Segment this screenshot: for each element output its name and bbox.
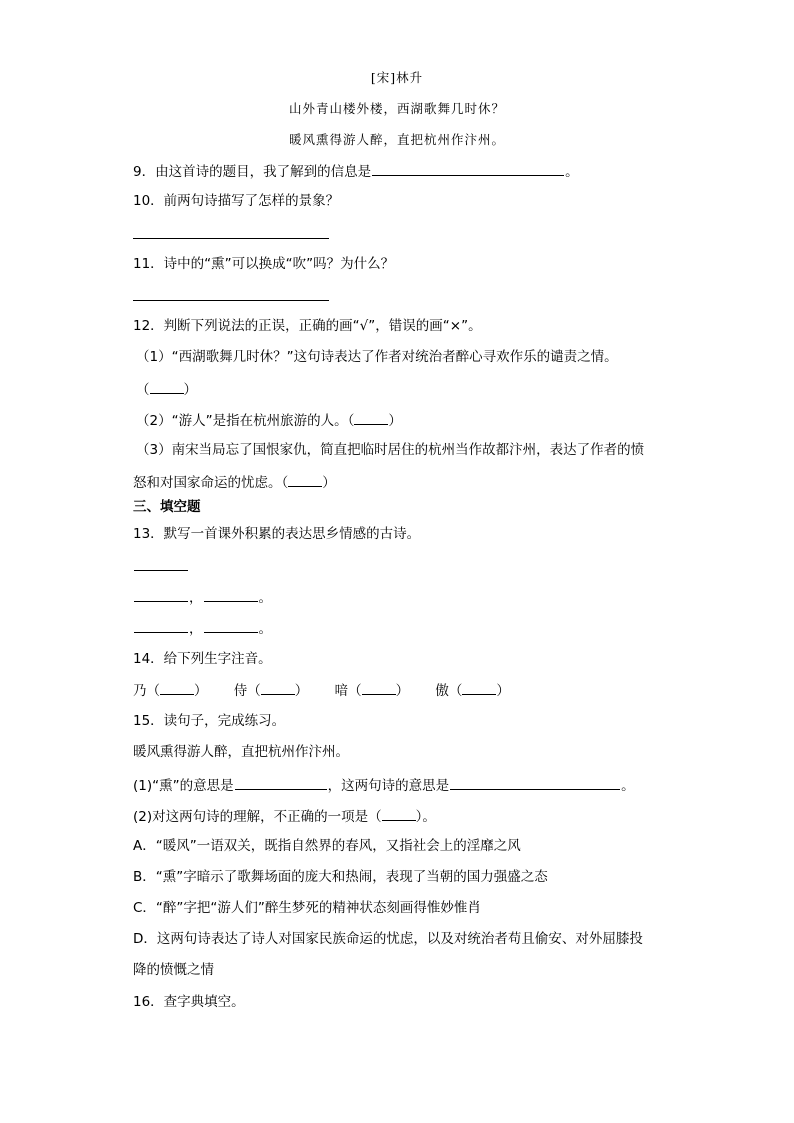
char-1-pinyin-blank[interactable]: [160, 680, 194, 695]
question-12-item-1-answer: [136, 379, 197, 399]
question-12-item-3-blank[interactable]: [288, 472, 322, 487]
question-15-text: 15．读句子，完成练习。: [133, 713, 286, 729]
question-13-verse-2a-blank[interactable]: [134, 618, 188, 633]
char-4: 傲: [435, 683, 449, 699]
question-15-sub-2-text-a: (2)对这两句诗的理解，不正确的一项是（: [133, 809, 382, 825]
question-16-text: 16．查字典填空。: [133, 994, 245, 1010]
paren-open: （: [146, 683, 160, 699]
question-12-item-2: [136, 410, 402, 430]
paren-open: （: [247, 683, 261, 699]
paren-close: ）: [496, 683, 510, 699]
paren-close: ）: [388, 413, 402, 429]
question-12-item-1: [136, 348, 618, 366]
question-10: [133, 192, 339, 210]
question-15-sub-1-text-b: ，这两句诗的意思是: [327, 778, 450, 794]
char-2-pinyin-blank[interactable]: [261, 680, 295, 695]
question-10-answer-line[interactable]: [133, 238, 329, 239]
char-3: 喑: [334, 683, 349, 699]
question-15-sub-2-text-b: ）。: [415, 809, 436, 825]
option-b-text: B．“熏”字暗示了歌舞场面的庞大和热闹，表现了当朝的国力强盛之态: [133, 869, 548, 885]
paren-close: ）: [194, 683, 208, 699]
section-3-title: 三、填空题: [133, 499, 201, 515]
question-13-verse-line-2: [133, 618, 272, 638]
question-13-verse-1b-blank[interactable]: [204, 587, 258, 602]
question-15-sub-2: [133, 806, 436, 826]
question-15: [133, 712, 285, 730]
question-15-sub-1: [133, 775, 635, 795]
question-9-period: 。: [565, 164, 579, 180]
question-15-sub-1-text-a: (1)“熏”的意思是: [133, 778, 234, 794]
option-c-text: C．“醉”字把“游人们”醉生梦死的精神状态刻画得惟妙惟肖: [133, 900, 481, 916]
option-a[interactable]: [133, 837, 521, 855]
paren-close: ）: [395, 683, 410, 699]
question-11: [133, 255, 394, 273]
option-d-text-2: 降的愤慨之情: [133, 962, 214, 978]
question-12-text: 12．判断下列说法的正误，正确的画“√”，错误的画“×”。: [133, 318, 482, 334]
period: 。: [258, 590, 272, 606]
question-12-item-2-text: （2）“游人”是指在杭州旅游的人。（: [136, 413, 355, 429]
option-a-text: A．“暖风”一语双关，既指自然界的春风，又指社会上的淫靡之风: [133, 838, 521, 854]
question-16: [133, 993, 245, 1011]
question-15-sentence: [133, 743, 349, 761]
question-15-choice-blank[interactable]: [382, 806, 416, 821]
char-1: 乃: [133, 683, 147, 699]
option-d-line-2[interactable]: [133, 961, 214, 979]
char-2: 侍: [233, 683, 248, 699]
section-3-heading: [133, 498, 201, 516]
question-12-item-2-blank[interactable]: [354, 410, 388, 425]
question-15-meaning-blank[interactable]: [235, 775, 327, 790]
question-12-item-3-text-2: 怒和对国家命运的忧虑。（: [133, 475, 289, 491]
char-4-pinyin-blank[interactable]: [462, 680, 496, 695]
question-9-text: 9．由这首诗的题目，我了解到的信息是: [133, 164, 372, 180]
poem-author: [宋]林升: [370, 70, 424, 85]
question-13-title-line: [133, 556, 189, 576]
comma: ，: [189, 590, 203, 606]
question-10-text: 10．前两句诗描写了怎样的景象？: [133, 193, 340, 209]
paren-close: ）: [183, 382, 197, 398]
poem-line-1: 山外青山楼外楼，西湖歌舞几时休？: [288, 101, 505, 116]
paren-open: （: [448, 683, 463, 699]
question-12-item-3-text-1: （3）南宋当局忘了国恨家仇，简直把临时居住的杭州当作故都汴州，表达了作者的愤: [136, 442, 645, 458]
question-13-title-blank[interactable]: [134, 556, 188, 571]
paren-close: ）: [294, 683, 309, 699]
option-d-line-1[interactable]: [133, 930, 643, 948]
question-13-verse-1a-blank[interactable]: [134, 587, 188, 602]
paren-open: （: [348, 683, 362, 699]
question-14: [133, 650, 272, 668]
question-14-text: 14．给下列生字注音。: [133, 651, 272, 667]
char-3-pinyin-blank[interactable]: [362, 680, 396, 695]
option-c[interactable]: [133, 899, 481, 917]
question-13-verse-line-1: [133, 587, 272, 607]
question-12-item-3-line-2: [133, 472, 336, 492]
question-13-verse-2b-blank[interactable]: [204, 618, 258, 633]
option-d-text-1: D．这两句诗表达了诗人对国家民族命运的忧虑，以及对统治者苟且偷安、对外屈膝投: [133, 931, 643, 947]
question-12-item-1-text: （1）“西湖歌舞几时休？”这句诗表达了作者对统治者醉心寻欢作乐的谴责之情。: [136, 349, 618, 365]
question-15-sentence-meaning-blank[interactable]: [450, 775, 620, 790]
question-13-text: 13．默写一首课外积累的表达思乡情感的古诗。: [133, 526, 421, 542]
question-13: [133, 525, 420, 543]
poem-line-2: 暖风熏得游人醉，直把杭州作汴州。: [288, 132, 505, 147]
question-11-text: 11．诗中的“熏”可以换成“吹”吗？为什么？: [133, 256, 395, 272]
period: 。: [258, 621, 272, 637]
question-11-answer-line[interactable]: [133, 300, 329, 301]
option-b[interactable]: [133, 868, 548, 886]
question-14-chars: [133, 680, 510, 700]
question-9-answer-blank[interactable]: [372, 161, 564, 176]
question-15-sub-1-text-c: 。: [621, 778, 635, 794]
paren-open: （: [136, 382, 150, 398]
comma: ，: [189, 621, 203, 637]
question-9: [133, 161, 579, 181]
question-12: [133, 317, 482, 335]
question-15-sentence-text: 暖风熏得游人醉，直把杭州作汴州。: [133, 744, 349, 760]
paren-close: ）: [322, 475, 336, 491]
question-12-item-1-blank[interactable]: [150, 379, 184, 394]
question-12-item-3-line-1: [136, 441, 644, 459]
